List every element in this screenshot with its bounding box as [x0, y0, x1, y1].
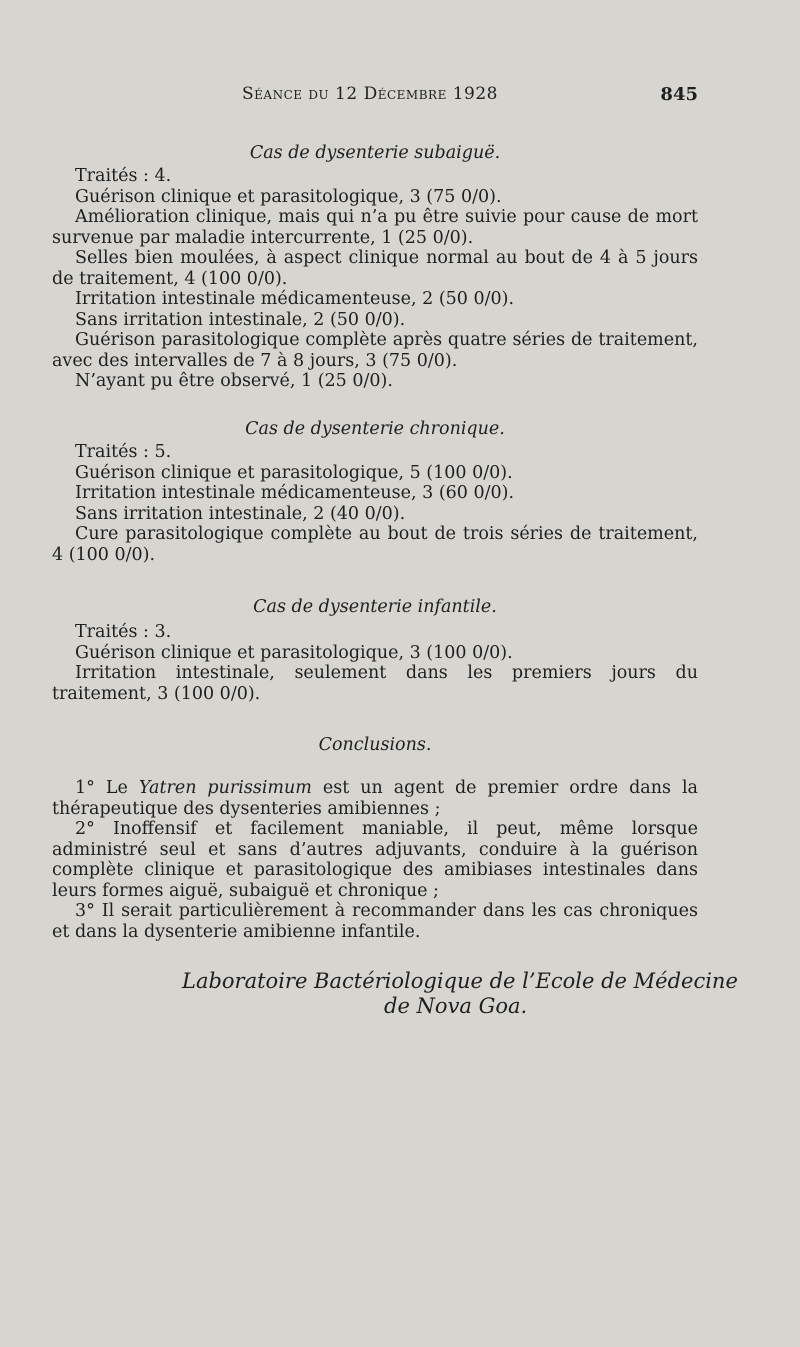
section-body-chronic [52, 442, 698, 565]
text-line: Guérison clinique et parasitologique, 3 (75 0/0). [75, 186, 502, 207]
section-body-infantile [52, 622, 698, 704]
page-number: 845 [660, 84, 698, 105]
text-line: Sans irritation intestinale, 2 (50 0/0). [75, 309, 406, 330]
text-line: Traités : 5. [75, 442, 172, 462]
text-line: Guérison clinique et parasitologique, 5 (100 0/0). [75, 462, 513, 483]
section-body-subacute [52, 166, 698, 392]
text-line: Sans irritation intestinale, 2 (40 0/0). [75, 503, 406, 524]
text-line: Cure parasitologique complète au bout de trois séries de traitement, 4 (100 0/0). [52, 524, 698, 565]
running-head: Séance du 12 Décembre 1928 [242, 84, 498, 104]
text-line: Amélioration clinique, mais qui n’a pu être suivie pour cause de mort survenue par maladie intercurrente, 1 (25 0/0). [52, 207, 698, 248]
text-line: Traités : 3. [75, 622, 172, 642]
text-line: Selles bien moulées, à aspect clinique normal au bout de 4 à 5 jours de traitement, 4 (100 0/0). [52, 248, 698, 289]
text-line: N’ayant pu être observé, 1 (25 0/0). [75, 371, 393, 391]
text-line: Irritation intestinale, seulement dans les premiers jours du traitement, 3 (100 0/0). [52, 663, 698, 704]
conclusion-item-1 [52, 778, 698, 819]
text-line: Guérison parasitologique complète après quatre séries de traitement, avec des intervalles de 7 à 8 jours, 3 (75 0/0). [52, 330, 698, 371]
text-line: Irritation intestinale médicamenteuse, 2 (50 0/0). [75, 289, 515, 309]
page-header [52, 84, 698, 114]
signature-line-2: de Nova Goa. [384, 994, 528, 1018]
conclusion-item-2: 2° Inoffensif et facilement maniable, il peut, même lorsque administré seul et sans d’autres adjuvants, conduire à la guérison complète clinique et parasitologique des amibiases intestinales dans leurs formes aiguë, subaiguë et chronique ; [52, 819, 698, 901]
text-line: Traités : 4. [75, 166, 172, 186]
conclusions-body [52, 778, 698, 942]
section-heading-infantile: Cas de dysenterie infantile. [253, 597, 497, 617]
signature-line-1: Laboratoire Bactériologique de l’Ecole de Médecine [182, 969, 738, 993]
conclusion-item-3: 3° Il serait particulièrement à recommander dans les cas chroniques et dans la dysenterie amibienne infantile. [52, 901, 698, 942]
section-heading-subacute: Cas de dysenterie subaiguë. [249, 143, 501, 163]
conclusions-heading: Conclusions. [318, 735, 432, 755]
conclusion-item-1-rest: est un agent de premier ordre dans la thérapeutique des dysenteries amibiennes ; [52, 778, 698, 819]
conclusion-item-1-prefix: 1° Le [75, 778, 139, 798]
text-line: Guérison clinique et parasitologique, 3 (100 0/0). [75, 642, 513, 663]
text-line: Irritation intestinale médicamenteuse, 3 (60 0/0). [75, 483, 515, 503]
drug-name: Yatren purissimum [138, 778, 312, 798]
section-heading-chronic: Cas de dysenterie chronique. [245, 419, 505, 439]
